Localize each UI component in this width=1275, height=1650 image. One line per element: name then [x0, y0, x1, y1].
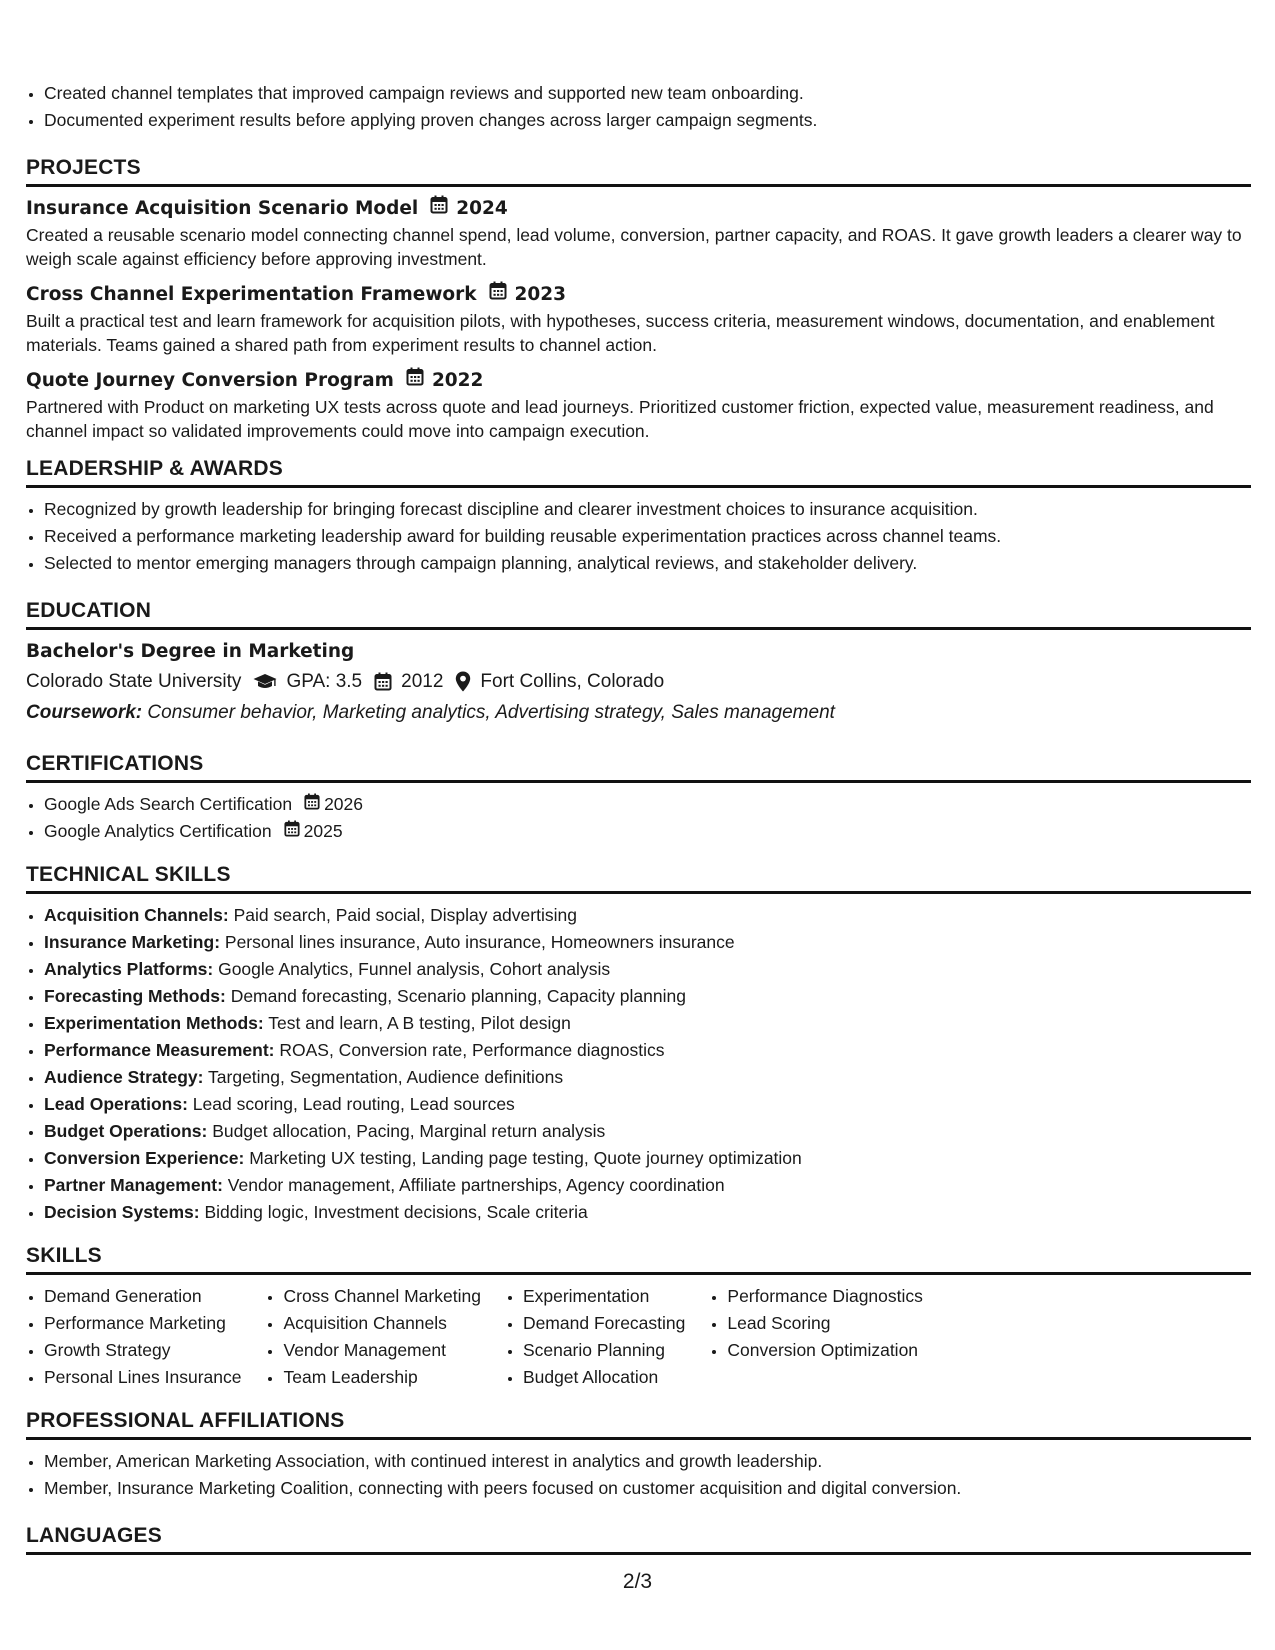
section-title-affiliations: PROFESSIONAL AFFILIATIONS: [26, 1407, 1251, 1440]
section-title-certifications: CERTIFICATIONS: [26, 750, 1251, 783]
calendar-icon: [489, 281, 507, 309]
skill-item: • Scenario Planning: [523, 1337, 685, 1364]
project-description: Built a practical test and learn framework for acquisition pilots, with hypotheses, success criteria, measurement windows, documentation, and enablement materials. Teams gained a shared path from experiment results to channel action.: [26, 311, 1215, 355]
leadership-bullet: • Selected to mentor emerging managers through campaign planning, analytical reviews, and stakeholder delivery.: [44, 550, 1251, 577]
calendar-icon: [374, 672, 392, 691]
leadership-section: [26, 455, 1251, 577]
affiliation-bullet: • Member, Insurance Marketing Coalition, connecting with peers focused on customer acquisition and digital conversion.: [44, 1475, 1251, 1502]
project-item: [26, 367, 1251, 443]
certification-item: [44, 818, 1251, 845]
affiliations-section: [26, 1407, 1251, 1502]
technical-skill-value: Bidding logic, Investment decisions, Scale criteria: [199, 1202, 588, 1222]
skills-column: [26, 1283, 241, 1391]
certification-name: • Google Ads Search Certification: [44, 794, 293, 814]
technical-skill-value: Personal lines insurance, Auto insurance, Homeowners insurance: [220, 932, 735, 952]
technical-skill-label: Forecasting Methods:: [44, 986, 226, 1006]
technical-skill-item: [44, 929, 1251, 956]
section-title-leadership: LEADERSHIP & AWARDS: [26, 455, 1251, 488]
technical-skill-label: Audience Strategy:: [44, 1067, 204, 1087]
skill-item: • Acquisition Channels: [283, 1310, 480, 1337]
resume-page: [26, 80, 1251, 1563]
technical-skill-item: [44, 1010, 1251, 1037]
languages-section: [26, 1522, 1251, 1555]
experience-bullet: • Documented experiment results before applying proven changes across larger campaign segments.: [44, 107, 1251, 134]
technical-skill-label: Conversion Experience:: [44, 1148, 245, 1168]
technical-skill-item: [44, 983, 1251, 1010]
skills-column: [505, 1283, 685, 1391]
technical-skill-item: [44, 902, 1251, 929]
technical-skill-value: Targeting, Segmentation, Audience definitions: [203, 1067, 564, 1087]
calendar-icon: [304, 791, 320, 818]
project-name: Insurance Acquisition Scenario Model: [26, 198, 419, 219]
technical-skill-item: [44, 1172, 1251, 1199]
technical-skill-label: Acquisition Channels:: [44, 905, 229, 925]
technical-skill-item: [44, 1118, 1251, 1145]
experience-bullet: • Created channel templates that improved campaign reviews and supported new team onboarding.: [44, 80, 1251, 107]
technical-skill-value: Budget allocation, Pacing, Marginal return analysis: [207, 1121, 606, 1141]
leadership-bullet: • Received a performance marketing leadership award for building reusable experimentation practices across channel teams.: [44, 523, 1251, 550]
skills-column: [265, 1283, 480, 1391]
technical-skill-value: Paid search, Paid social, Display advertising: [228, 905, 577, 925]
project-item: [26, 281, 1251, 357]
skills-grid: [26, 1283, 1251, 1391]
technical-skill-item: [44, 1064, 1251, 1091]
affiliation-bullet: • Member, American Marketing Association, with continued interest in analytics and growth leadership.: [44, 1448, 1251, 1475]
page-number: 2/3: [622, 1570, 653, 1593]
section-title-education: EDUCATION: [26, 597, 1251, 630]
education-section: [26, 597, 1251, 728]
certification-year: 2025: [303, 821, 343, 841]
school-location: Fort Collins, Colorado: [480, 671, 665, 692]
technical-skill-value: Vendor management, Affiliate partnerships, Agency coordination: [222, 1175, 725, 1195]
project-name: Quote Journey Conversion Program: [26, 370, 394, 391]
coursework-label: Coursework:: [26, 702, 143, 723]
technical-skill-item: [44, 1091, 1251, 1118]
skills-column: [709, 1283, 923, 1391]
section-title-languages: LANGUAGES: [26, 1522, 1251, 1555]
certification-year: 2026: [324, 794, 363, 814]
skill-item: • Experimentation: [523, 1283, 685, 1310]
skill-item: • Demand Generation: [44, 1283, 241, 1310]
project-description: Partnered with Product on marketing UX tests across quote and lead journeys. Prioritized customer friction, expected value, measurement readiness, and channel impact so validated improvements could move into campaign execution.: [26, 397, 1214, 441]
technical-skill-value: Lead scoring, Lead routing, Lead sources: [187, 1094, 515, 1114]
technical-skill-item: [44, 1037, 1251, 1064]
skill-item: • Lead Scoring: [727, 1310, 923, 1337]
technical-skill-item: [44, 1199, 1251, 1226]
gpa: GPA: 3.5: [286, 671, 363, 692]
technical-skill-label: Experimentation Methods:: [44, 1013, 264, 1033]
school-name: Colorado State University: [26, 671, 242, 692]
section-title-skills: SKILLS: [26, 1242, 1251, 1275]
technical-skill-value: Test and learn, A B testing, Pilot design: [263, 1013, 571, 1033]
education-details: [26, 666, 1251, 697]
skill-item: • Team Leadership: [283, 1364, 480, 1391]
skill-item: • Vendor Management: [283, 1337, 480, 1364]
map-pin-icon: [455, 671, 471, 692]
technical-skills-section: [26, 861, 1251, 1226]
graduation-year: 2012: [401, 671, 444, 692]
project-year: 2023: [514, 284, 567, 305]
technical-skill-label: Lead Operations:: [44, 1094, 188, 1114]
leadership-bullet: • Recognized by growth leadership for bringing forecast discipline and clearer investment choices to insurance acquisition.: [44, 496, 1251, 523]
coursework-list: Consumer behavior, Marketing analytics, Advertising strategy, Sales management: [142, 702, 835, 723]
skill-item: • Conversion Optimization: [727, 1337, 923, 1364]
skill-item: • Demand Forecasting: [523, 1310, 685, 1337]
technical-skill-item: [44, 956, 1251, 983]
technical-skill-value: ROAS, Conversion rate, Performance diagnostics: [274, 1040, 665, 1060]
project-year: 2024: [456, 198, 508, 219]
skill-item: • Budget Allocation: [523, 1364, 685, 1391]
degree-name: Bachelor's Degree in Marketing: [26, 641, 355, 662]
skills-section: [26, 1242, 1251, 1391]
technical-skill-value: Google Analytics, Funnel analysis, Cohort analysis: [213, 959, 611, 979]
skill-item: • Performance Diagnostics: [727, 1283, 923, 1310]
technical-skill-item: [44, 1145, 1251, 1172]
technical-skill-label: Analytics Platforms:: [44, 959, 214, 979]
technical-skill-label: Insurance Marketing:: [44, 932, 221, 952]
project-name: Cross Channel Experimentation Framework: [26, 284, 477, 305]
technical-skill-label: Decision Systems:: [44, 1202, 200, 1222]
technical-skill-label: Partner Management:: [44, 1175, 223, 1195]
graduation-cap-icon: [253, 673, 277, 691]
projects-section: [26, 154, 1251, 443]
section-title-projects: PROJECTS: [26, 154, 1251, 187]
experience-bullets: [26, 80, 1251, 134]
technical-skill-value: Marketing UX testing, Landing page testing, Quote journey optimization: [244, 1148, 802, 1168]
project-year: 2022: [431, 370, 484, 391]
technical-skill-label: Performance Measurement:: [44, 1040, 275, 1060]
skill-item: • Personal Lines Insurance: [44, 1364, 241, 1391]
technical-skill-value: Demand forecasting, Scenario planning, Capacity planning: [225, 986, 686, 1006]
calendar-icon: [284, 818, 300, 845]
skill-item: • Cross Channel Marketing: [283, 1283, 480, 1310]
certification-item: [44, 791, 1251, 818]
calendar-icon: [430, 195, 448, 223]
technical-skills-list: [26, 902, 1251, 1226]
section-title-technical-skills: TECHNICAL SKILLS: [26, 861, 1251, 894]
calendar-icon: [406, 367, 424, 395]
certification-name: • Google Analytics Certification: [44, 821, 272, 841]
coursework: [26, 697, 1251, 728]
project-description: Created a reusable scenario model connecting channel spend, lead volume, conversion, partner capacity, and ROAS. It gave growth leaders a clearer way to weigh scale against efficiency before approving investment.: [26, 225, 1242, 269]
skill-item: • Growth Strategy: [44, 1337, 241, 1364]
certifications-section: [26, 750, 1251, 845]
project-item: [26, 195, 1251, 271]
skill-item: • Performance Marketing: [44, 1310, 241, 1337]
technical-skill-label: Budget Operations:: [44, 1121, 208, 1141]
